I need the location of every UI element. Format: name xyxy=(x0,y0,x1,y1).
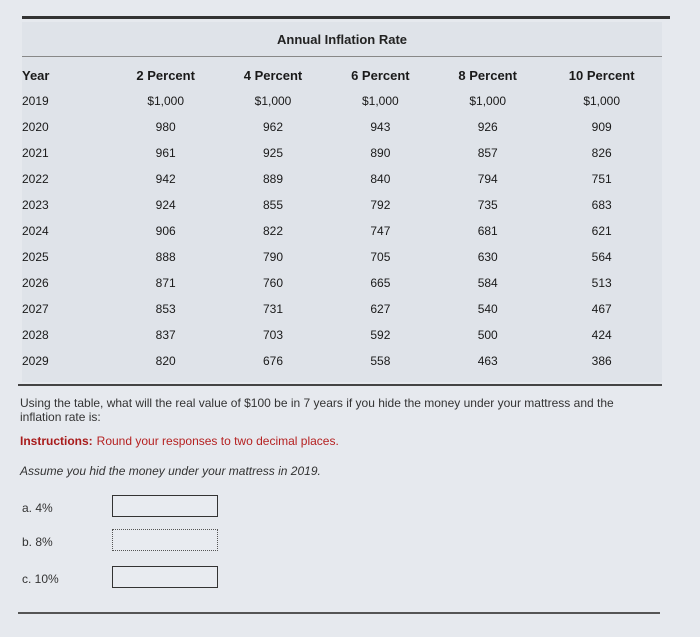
answer-label-c: c. 10% xyxy=(22,572,59,586)
table-row xyxy=(22,244,662,270)
cell-value: 621 xyxy=(591,224,612,238)
cell-value: 747 xyxy=(370,224,391,238)
cell-year: 2025 xyxy=(22,250,49,264)
cell-value: 906 xyxy=(155,224,176,238)
cell-value: 926 xyxy=(477,120,498,134)
cell-value: 540 xyxy=(477,302,498,316)
answer-row-b xyxy=(22,529,242,555)
cell-value: 942 xyxy=(155,172,176,186)
cell-value: 889 xyxy=(263,172,284,186)
answer-input-c[interactable] xyxy=(112,566,218,588)
cell-year: 2020 xyxy=(22,120,49,134)
table-row xyxy=(22,166,662,192)
cell-value: 853 xyxy=(155,302,176,316)
cell-value: 943 xyxy=(370,120,391,134)
cell-value: 822 xyxy=(263,224,284,238)
cell-value: $1,000 xyxy=(469,94,507,108)
instructions-text: Round your responses to two decimal places. xyxy=(96,434,339,448)
table-row xyxy=(22,88,662,114)
cell-year: 2019 xyxy=(22,94,49,108)
header-2-percent: 2 Percent xyxy=(136,67,195,83)
top-rule xyxy=(22,16,670,19)
cell-year: 2028 xyxy=(22,328,49,342)
cell-value: 424 xyxy=(591,328,612,342)
cell-value: 630 xyxy=(477,250,498,264)
cell-value: 855 xyxy=(263,198,284,212)
cell-value: 890 xyxy=(370,146,391,160)
cell-value: 558 xyxy=(370,354,391,368)
cell-value: 888 xyxy=(155,250,176,264)
cell-value: 386 xyxy=(591,354,612,368)
cell-value: 794 xyxy=(477,172,498,186)
header-year: Year xyxy=(22,67,50,83)
cell-value: 735 xyxy=(477,198,498,212)
table-header-row xyxy=(22,62,662,88)
cell-value: 705 xyxy=(370,250,391,264)
cell-value: 792 xyxy=(370,198,391,212)
cell-value: 857 xyxy=(477,146,498,160)
table-bottom-rule xyxy=(18,384,662,386)
instructions-label: Instructions: xyxy=(20,434,93,448)
table-row xyxy=(22,114,662,140)
cell-value: 683 xyxy=(591,198,612,212)
table-row xyxy=(22,192,662,218)
inflation-table xyxy=(22,62,662,374)
cell-year: 2026 xyxy=(22,276,49,290)
cell-value: 837 xyxy=(155,328,176,342)
cell-value: 760 xyxy=(263,276,284,290)
table-row xyxy=(22,348,662,374)
table-row xyxy=(22,140,662,166)
cell-value: 564 xyxy=(591,250,612,264)
answer-input-b[interactable] xyxy=(112,529,218,551)
cell-value: 962 xyxy=(263,120,284,134)
cell-value: 665 xyxy=(370,276,391,290)
cell-value: 751 xyxy=(591,172,612,186)
cell-value: 584 xyxy=(477,276,498,290)
answer-row-a xyxy=(22,495,242,521)
footer-rule xyxy=(18,612,660,614)
question-text: Using the table, what will the real value of $100 be in 7 years if you hide the money under your mattress and the inflation rate is: xyxy=(20,396,614,424)
cell-year: 2024 xyxy=(22,224,49,238)
title-divider xyxy=(22,56,662,57)
cell-value: $1,000 xyxy=(583,94,621,108)
cell-value: 500 xyxy=(477,328,498,342)
table-title: Annual Inflation Rate xyxy=(277,32,407,47)
table-row xyxy=(22,296,662,322)
cell-value: 909 xyxy=(591,120,612,134)
cell-year: 2022 xyxy=(22,172,49,186)
cell-value: $1,000 xyxy=(254,94,292,108)
cell-value: $1,000 xyxy=(362,94,399,108)
cell-year: 2023 xyxy=(22,198,49,212)
cell-value: 681 xyxy=(477,224,498,238)
cell-value: 676 xyxy=(263,354,284,368)
cell-value: 820 xyxy=(155,354,176,368)
cell-value: 925 xyxy=(263,146,284,160)
cell-value: 840 xyxy=(370,172,391,186)
cell-value: 826 xyxy=(591,146,612,160)
assumption-text: Assume you hid the money under your mattress in 2019. xyxy=(20,464,321,478)
header-6-percent: 6 Percent xyxy=(351,67,410,83)
cell-value: 467 xyxy=(591,302,612,316)
header-10-percent: 10 Percent xyxy=(568,67,635,83)
cell-value: 961 xyxy=(155,146,176,160)
cell-year: 2029 xyxy=(22,354,49,368)
cell-value: 627 xyxy=(370,302,391,316)
cell-value: 513 xyxy=(591,276,612,290)
cell-value: 871 xyxy=(155,276,176,290)
header-4-percent: 4 Percent xyxy=(243,67,303,83)
cell-value: 703 xyxy=(263,328,284,342)
inflation-table-panel xyxy=(22,22,662,382)
table-row xyxy=(22,270,662,296)
table-row xyxy=(22,218,662,244)
answer-label-b: b. 8% xyxy=(22,535,53,549)
answer-row-c xyxy=(22,566,242,592)
cell-value: 924 xyxy=(155,198,176,212)
cell-year: 2021 xyxy=(22,146,49,160)
cell-year: 2027 xyxy=(22,302,49,316)
cell-value: 790 xyxy=(263,250,284,264)
table-row xyxy=(22,322,662,348)
header-8-percent: 8 Percent xyxy=(458,67,517,83)
cell-value: 463 xyxy=(477,354,498,368)
cell-value: 731 xyxy=(263,302,284,316)
answer-input-a[interactable] xyxy=(112,495,218,517)
cell-value: 592 xyxy=(370,328,391,342)
instructions xyxy=(20,434,339,448)
cell-value: 980 xyxy=(155,120,176,134)
answer-label-a: a. 4% xyxy=(22,501,53,515)
cell-value: $1,000 xyxy=(147,94,185,108)
